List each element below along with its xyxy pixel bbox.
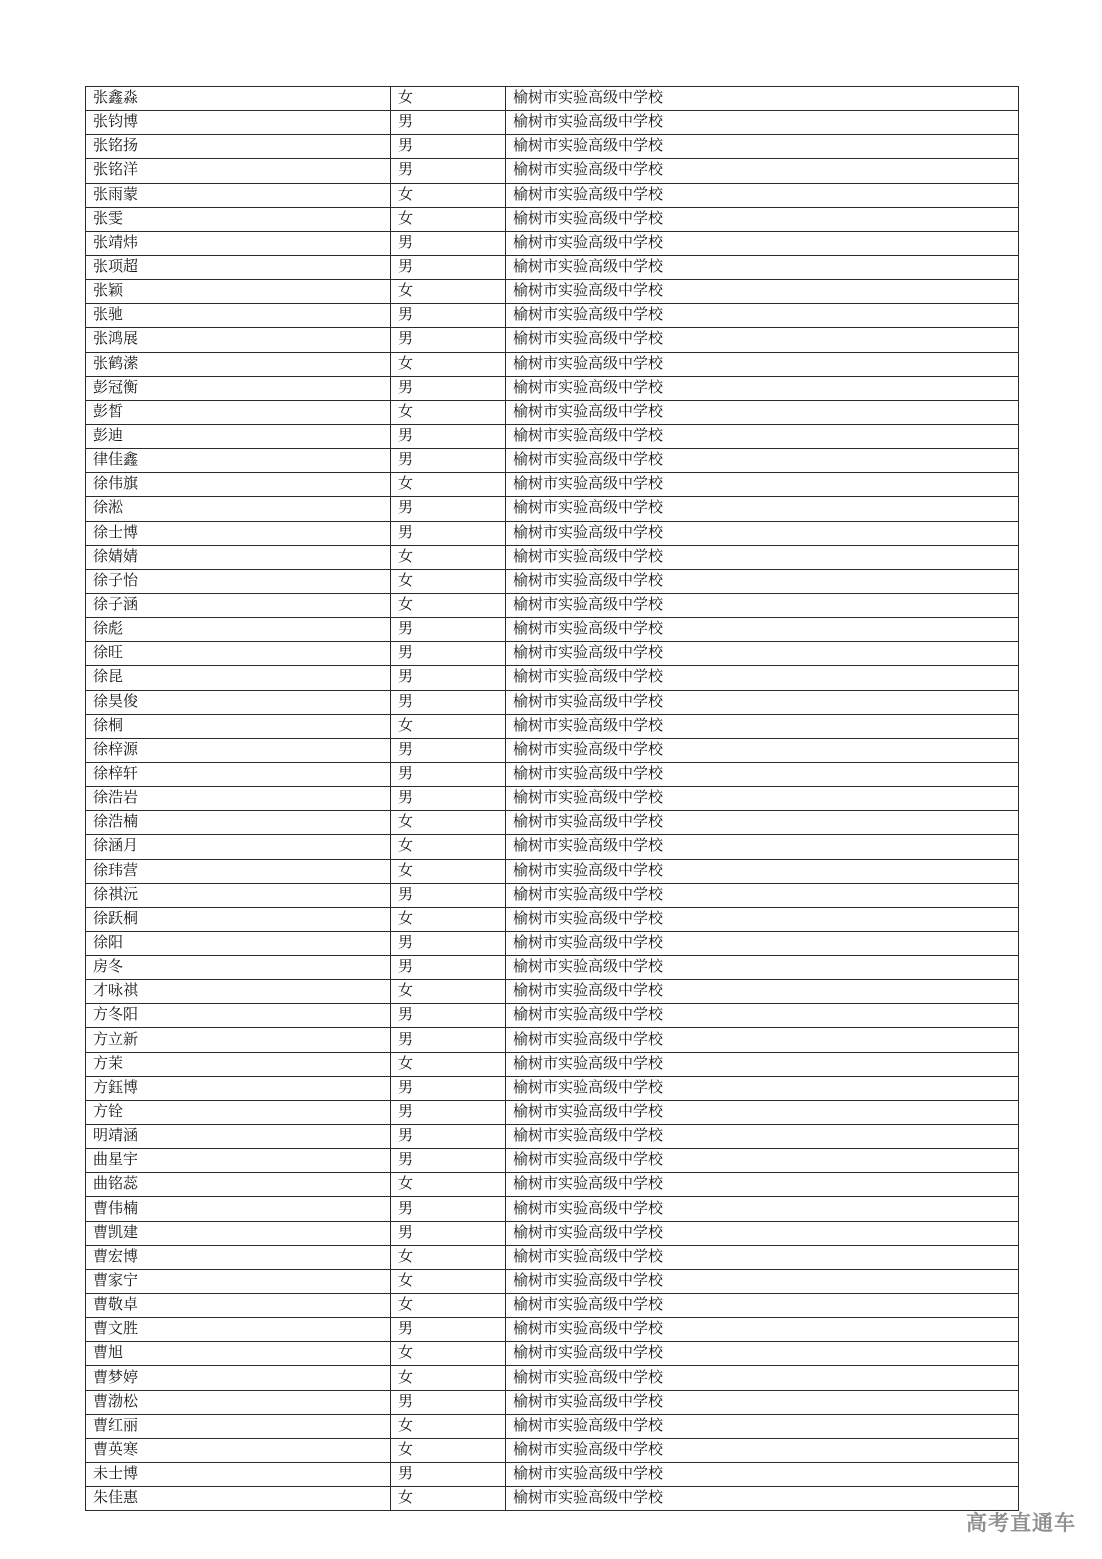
gender-cell: 女 — [391, 545, 506, 569]
table-row — [86, 980, 1019, 1004]
table-row — [86, 1004, 1019, 1028]
table-row — [86, 1438, 1019, 1462]
school-cell: 榆树市实验高级中学校 — [506, 1028, 1019, 1052]
school-cell: 榆树市实验高级中学校 — [506, 159, 1019, 183]
student-name-cell: 张雯 — [86, 207, 391, 231]
gender-cell: 男 — [391, 159, 506, 183]
gender-cell: 男 — [391, 1004, 506, 1028]
student-name-cell: 张颖 — [86, 280, 391, 304]
student-name-cell: 徐阳 — [86, 931, 391, 955]
school-cell: 榆树市实验高级中学校 — [506, 1100, 1019, 1124]
school-cell: 榆树市实验高级中学校 — [506, 690, 1019, 714]
school-cell: 榆树市实验高级中学校 — [506, 618, 1019, 642]
table-row — [86, 87, 1019, 111]
roster-body — [86, 87, 1019, 1511]
table-row — [86, 1173, 1019, 1197]
school-cell: 榆树市实验高级中学校 — [506, 762, 1019, 786]
school-cell: 榆树市实验高级中学校 — [506, 280, 1019, 304]
gender-cell: 男 — [391, 111, 506, 135]
school-cell: 榆树市实验高级中学校 — [506, 931, 1019, 955]
school-cell: 榆树市实验高级中学校 — [506, 424, 1019, 448]
student-name-cell: 律佳鑫 — [86, 449, 391, 473]
gender-cell: 男 — [391, 1028, 506, 1052]
table-row — [86, 473, 1019, 497]
table-row — [86, 545, 1019, 569]
gender-cell: 男 — [391, 376, 506, 400]
school-cell: 榆树市实验高级中学校 — [506, 1221, 1019, 1245]
gender-cell: 女 — [391, 87, 506, 111]
school-cell: 榆树市实验高级中学校 — [506, 642, 1019, 666]
student-name-cell: 徐浩楠 — [86, 811, 391, 835]
table-row — [86, 714, 1019, 738]
school-cell: 榆树市实验高级中学校 — [506, 545, 1019, 569]
student-name-cell: 彭迪 — [86, 424, 391, 448]
school-cell: 榆树市实验高级中学校 — [506, 714, 1019, 738]
school-cell: 榆树市实验高级中学校 — [506, 1438, 1019, 1462]
student-name-cell: 方茉 — [86, 1052, 391, 1076]
table-row — [86, 642, 1019, 666]
gender-cell: 女 — [391, 859, 506, 883]
school-cell: 榆树市实验高级中学校 — [506, 111, 1019, 135]
student-name-cell: 方铨 — [86, 1100, 391, 1124]
gender-cell: 女 — [391, 1173, 506, 1197]
table-row — [86, 1052, 1019, 1076]
school-cell: 榆树市实验高级中学校 — [506, 593, 1019, 617]
gender-cell: 女 — [391, 1366, 506, 1390]
school-cell: 榆树市实验高级中学校 — [506, 1173, 1019, 1197]
student-name-cell: 徐桐 — [86, 714, 391, 738]
gender-cell: 男 — [391, 1125, 506, 1149]
table-row — [86, 424, 1019, 448]
gender-cell: 男 — [391, 231, 506, 255]
gender-cell: 男 — [391, 738, 506, 762]
table-row — [86, 1318, 1019, 1342]
student-name-cell: 朱佳惠 — [86, 1487, 391, 1511]
gender-cell: 女 — [391, 280, 506, 304]
student-name-cell: 曹旭 — [86, 1342, 391, 1366]
gender-cell: 男 — [391, 787, 506, 811]
table-row — [86, 883, 1019, 907]
student-name-cell: 徐跃桐 — [86, 907, 391, 931]
gender-cell: 女 — [391, 980, 506, 1004]
gender-cell: 男 — [391, 1463, 506, 1487]
gender-cell: 男 — [391, 931, 506, 955]
student-name-cell: 才咏祺 — [86, 980, 391, 1004]
gender-cell: 女 — [391, 473, 506, 497]
student-name-cell: 彭冠衡 — [86, 376, 391, 400]
school-cell: 榆树市实验高级中学校 — [506, 883, 1019, 907]
school-cell: 榆树市实验高级中学校 — [506, 328, 1019, 352]
table-row — [86, 521, 1019, 545]
gender-cell: 男 — [391, 666, 506, 690]
school-cell: 榆树市实验高级中学校 — [506, 1463, 1019, 1487]
student-name-cell: 张钧博 — [86, 111, 391, 135]
student-name-cell: 徐昆 — [86, 666, 391, 690]
school-cell: 榆树市实验高级中学校 — [506, 183, 1019, 207]
school-cell: 榆树市实验高级中学校 — [506, 1414, 1019, 1438]
school-cell: 榆树市实验高级中学校 — [506, 521, 1019, 545]
table-row — [86, 762, 1019, 786]
gender-cell: 男 — [391, 956, 506, 980]
school-cell: 榆树市实验高级中学校 — [506, 497, 1019, 521]
table-row — [86, 1028, 1019, 1052]
school-cell: 榆树市实验高级中学校 — [506, 473, 1019, 497]
school-cell: 榆树市实验高级中学校 — [506, 1149, 1019, 1173]
school-cell: 榆树市实验高级中学校 — [506, 1342, 1019, 1366]
gender-cell: 女 — [391, 1414, 506, 1438]
student-name-cell: 徐子涵 — [86, 593, 391, 617]
school-cell: 榆树市实验高级中学校 — [506, 980, 1019, 1004]
student-name-cell: 徐昊俊 — [86, 690, 391, 714]
school-cell: 榆树市实验高级中学校 — [506, 956, 1019, 980]
student-name-cell: 房冬 — [86, 956, 391, 980]
gender-cell: 女 — [391, 714, 506, 738]
gender-cell: 男 — [391, 1149, 506, 1173]
gender-cell: 男 — [391, 449, 506, 473]
school-cell: 榆树市实验高级中学校 — [506, 1366, 1019, 1390]
student-name-cell: 方鈺博 — [86, 1076, 391, 1100]
school-cell: 榆树市实验高级中学校 — [506, 1294, 1019, 1318]
table-row — [86, 183, 1019, 207]
student-name-cell: 徐梓轩 — [86, 762, 391, 786]
school-cell: 榆树市实验高级中学校 — [506, 352, 1019, 376]
gender-cell: 女 — [391, 569, 506, 593]
school-cell: 榆树市实验高级中学校 — [506, 87, 1019, 111]
student-name-cell: 明靖涵 — [86, 1125, 391, 1149]
student-name-cell: 曹凯建 — [86, 1221, 391, 1245]
student-name-cell: 徐浩岩 — [86, 787, 391, 811]
gender-cell: 男 — [391, 1318, 506, 1342]
school-cell: 榆树市实验高级中学校 — [506, 1318, 1019, 1342]
gender-cell: 男 — [391, 1221, 506, 1245]
gender-cell: 男 — [391, 255, 506, 279]
school-cell: 榆树市实验高级中学校 — [506, 1269, 1019, 1293]
gender-cell: 男 — [391, 1390, 506, 1414]
table-row — [86, 859, 1019, 883]
student-name-cell: 徐子怡 — [86, 569, 391, 593]
table-row — [86, 1487, 1019, 1511]
table-row — [86, 787, 1019, 811]
gender-cell: 女 — [391, 207, 506, 231]
student-name-cell: 方冬阳 — [86, 1004, 391, 1028]
school-cell: 榆树市实验高级中学校 — [506, 1004, 1019, 1028]
table-row — [86, 1197, 1019, 1221]
student-name-cell: 曹文胜 — [86, 1318, 391, 1342]
gender-cell: 女 — [391, 400, 506, 424]
school-cell: 榆树市实验高级中学校 — [506, 738, 1019, 762]
table-row — [86, 1269, 1019, 1293]
table-row — [86, 376, 1019, 400]
student-name-cell: 曹宏博 — [86, 1245, 391, 1269]
student-name-cell: 张驰 — [86, 304, 391, 328]
school-cell: 榆树市实验高级中学校 — [506, 1487, 1019, 1511]
school-cell: 榆树市实验高级中学校 — [506, 907, 1019, 931]
table-row — [86, 569, 1019, 593]
gender-cell: 女 — [391, 1342, 506, 1366]
table-row — [86, 1100, 1019, 1124]
gender-cell: 男 — [391, 1076, 506, 1100]
table-row — [86, 835, 1019, 859]
table-row — [86, 111, 1019, 135]
table-row — [86, 1463, 1019, 1487]
table-row — [86, 497, 1019, 521]
table-row — [86, 1149, 1019, 1173]
gender-cell: 女 — [391, 1269, 506, 1293]
student-name-cell: 张靖炜 — [86, 231, 391, 255]
school-cell: 榆树市实验高级中学校 — [506, 1125, 1019, 1149]
gender-cell: 女 — [391, 1438, 506, 1462]
watermark-text: 高考直通车 — [966, 1512, 1076, 1535]
table-row — [86, 690, 1019, 714]
table-row — [86, 811, 1019, 835]
gender-cell: 女 — [391, 811, 506, 835]
table-row — [86, 207, 1019, 231]
table-row — [86, 1221, 1019, 1245]
student-name-cell: 曹敬卓 — [86, 1294, 391, 1318]
gender-cell: 女 — [391, 1487, 506, 1511]
student-name-cell: 方立新 — [86, 1028, 391, 1052]
school-cell: 榆树市实验高级中学校 — [506, 859, 1019, 883]
gender-cell: 女 — [391, 593, 506, 617]
table-row — [86, 1125, 1019, 1149]
student-name-cell: 张雨蒙 — [86, 183, 391, 207]
gender-cell: 男 — [391, 618, 506, 642]
gender-cell: 男 — [391, 1197, 506, 1221]
student-name-cell: 徐彪 — [86, 618, 391, 642]
table-row — [86, 135, 1019, 159]
student-name-cell: 徐旺 — [86, 642, 391, 666]
table-row — [86, 328, 1019, 352]
gender-cell: 女 — [391, 1052, 506, 1076]
school-cell: 榆树市实验高级中学校 — [506, 1245, 1019, 1269]
student-name-cell: 徐伟旗 — [86, 473, 391, 497]
school-cell: 榆树市实验高级中学校 — [506, 135, 1019, 159]
gender-cell: 男 — [391, 328, 506, 352]
table-row — [86, 159, 1019, 183]
gender-cell: 男 — [391, 521, 506, 545]
school-cell: 榆树市实验高级中学校 — [506, 400, 1019, 424]
school-cell: 榆树市实验高级中学校 — [506, 255, 1019, 279]
gender-cell: 男 — [391, 883, 506, 907]
student-name-cell: 张鸿展 — [86, 328, 391, 352]
student-name-cell: 张项超 — [86, 255, 391, 279]
table-row — [86, 738, 1019, 762]
student-name-cell: 曹家宁 — [86, 1269, 391, 1293]
school-cell: 榆树市实验高级中学校 — [506, 304, 1019, 328]
school-cell: 榆树市实验高级中学校 — [506, 376, 1019, 400]
table-row — [86, 1342, 1019, 1366]
table-row — [86, 280, 1019, 304]
school-cell: 榆树市实验高级中学校 — [506, 207, 1019, 231]
student-name-cell: 彭皙 — [86, 400, 391, 424]
student-name-cell: 徐玮营 — [86, 859, 391, 883]
student-name-cell: 徐婧婧 — [86, 545, 391, 569]
school-cell: 榆树市实验高级中学校 — [506, 666, 1019, 690]
gender-cell: 女 — [391, 907, 506, 931]
school-cell: 榆树市实验高级中学校 — [506, 835, 1019, 859]
student-name-cell: 张鹤潆 — [86, 352, 391, 376]
gender-cell: 女 — [391, 1294, 506, 1318]
school-cell: 榆树市实验高级中学校 — [506, 811, 1019, 835]
table-row — [86, 352, 1019, 376]
table-row — [86, 255, 1019, 279]
table-row — [86, 1390, 1019, 1414]
gender-cell: 女 — [391, 835, 506, 859]
gender-cell: 男 — [391, 304, 506, 328]
table-row — [86, 1294, 1019, 1318]
student-name-cell: 曹红丽 — [86, 1414, 391, 1438]
student-name-cell: 徐淞 — [86, 497, 391, 521]
table-row — [86, 304, 1019, 328]
table-row — [86, 449, 1019, 473]
student-name-cell: 徐涵月 — [86, 835, 391, 859]
gender-cell: 女 — [391, 352, 506, 376]
student-name-cell: 曹梦婷 — [86, 1366, 391, 1390]
table-row — [86, 931, 1019, 955]
gender-cell: 男 — [391, 135, 506, 159]
table-row — [86, 593, 1019, 617]
table-row — [86, 956, 1019, 980]
table-row — [86, 1366, 1019, 1390]
gender-cell: 女 — [391, 183, 506, 207]
student-name-cell: 未士博 — [86, 1463, 391, 1487]
gender-cell: 男 — [391, 690, 506, 714]
student-name-cell: 张铭洋 — [86, 159, 391, 183]
gender-cell: 男 — [391, 762, 506, 786]
gender-cell: 男 — [391, 497, 506, 521]
gender-cell: 男 — [391, 642, 506, 666]
student-name-cell: 张铭扬 — [86, 135, 391, 159]
school-cell: 榆树市实验高级中学校 — [506, 1390, 1019, 1414]
school-cell: 榆树市实验高级中学校 — [506, 231, 1019, 255]
gender-cell: 男 — [391, 424, 506, 448]
student-name-cell: 张鑫淼 — [86, 87, 391, 111]
student-name-cell: 徐祺沅 — [86, 883, 391, 907]
student-name-cell: 曹英寒 — [86, 1438, 391, 1462]
school-cell: 榆树市实验高级中学校 — [506, 787, 1019, 811]
table-row — [86, 666, 1019, 690]
student-name-cell: 徐士博 — [86, 521, 391, 545]
table-row — [86, 907, 1019, 931]
school-cell: 榆树市实验高级中学校 — [506, 1076, 1019, 1100]
school-cell: 榆树市实验高级中学校 — [506, 1052, 1019, 1076]
gender-cell: 女 — [391, 1245, 506, 1269]
school-cell: 榆树市实验高级中学校 — [506, 1197, 1019, 1221]
gender-cell: 男 — [391, 1100, 506, 1124]
student-roster-table — [85, 86, 1019, 1511]
table-row — [86, 1414, 1019, 1438]
student-name-cell: 曲星宇 — [86, 1149, 391, 1173]
school-cell: 榆树市实验高级中学校 — [506, 449, 1019, 473]
table-row — [86, 618, 1019, 642]
student-name-cell: 曲铭蕊 — [86, 1173, 391, 1197]
student-name-cell: 徐梓源 — [86, 738, 391, 762]
table-row — [86, 400, 1019, 424]
table-row — [86, 1245, 1019, 1269]
student-name-cell: 曹渤松 — [86, 1390, 391, 1414]
student-name-cell: 曹伟楠 — [86, 1197, 391, 1221]
table-row — [86, 1076, 1019, 1100]
table-row — [86, 231, 1019, 255]
school-cell: 榆树市实验高级中学校 — [506, 569, 1019, 593]
